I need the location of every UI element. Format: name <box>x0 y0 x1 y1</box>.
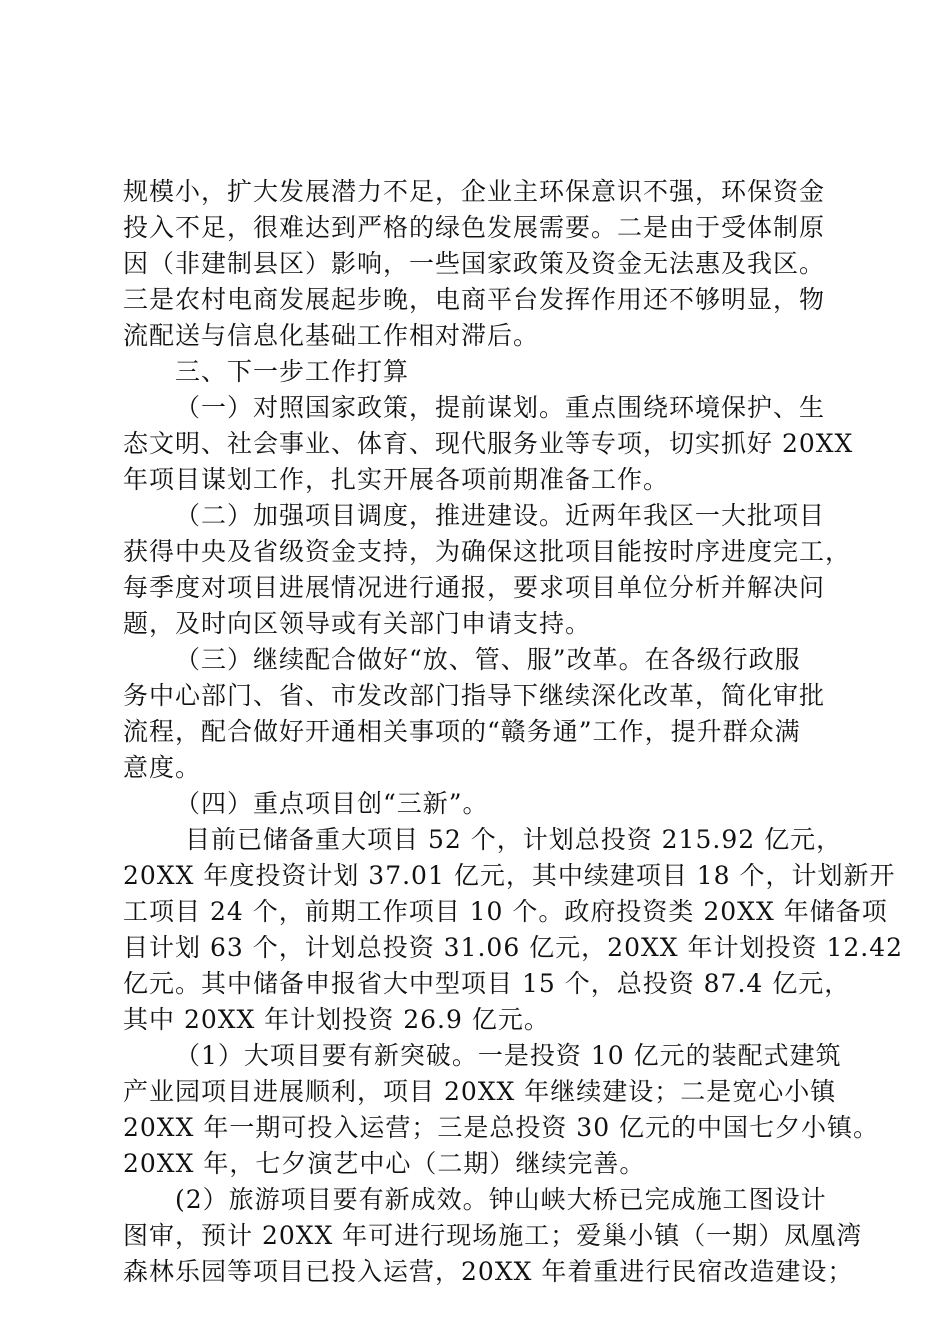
text-line: （三）继续配合做好“放、管、服”改革。在各级行政服 <box>175 645 801 674</box>
text-line: 获得中央及省级资金支持，为确保这批项目能按时序进度完工， <box>123 537 852 566</box>
text-line: 目前已储备重大项目 52 个，计划总投资 215.92 亿元， <box>185 825 843 854</box>
text-line: （1）大项目要有新突破。一是投资 10 亿元的装配式建筑 <box>175 1041 842 1070</box>
text-line: 流程，配合做好开通相关事项的“赣务通”工作，提升群众满 <box>123 717 801 746</box>
text-line: 年项目谋划工作，扎实开展各项前期准备工作。 <box>123 465 670 494</box>
text-line: (2）旅游项目要有新成效。钟山峡大桥已完成施工图设计 <box>175 1185 827 1214</box>
text-line: 投入不足，很难达到严格的绿色发展需要。二是由于受体制原 <box>123 213 826 242</box>
text-line: 产业园项目进展顺利，项目 20XX 年继续建设；二是宽心小镇 <box>123 1077 837 1106</box>
text-line: 态文明、社会事业、体育、现代服务业等专项，切实抓好 20XX <box>123 429 854 458</box>
text-line: 意度。 <box>123 753 202 782</box>
text-line: 20XX 年，七夕演艺中心（二期）继续完善。 <box>123 1149 646 1178</box>
text-line: 图审，预计 20XX 年可进行现场施工；爱巢小镇（一期）凤凰湾 <box>123 1221 863 1250</box>
text-line: 因（非建制县区）影响，一些国家政策及资金无法惠及我区。 <box>123 249 826 278</box>
section-heading: （四）重点项目创“三新”。 <box>175 789 489 818</box>
text-line: 工项目 24 个，前期工作项目 10 个。政府投资类 20XX 年储备项 <box>123 897 888 926</box>
text-line: 规模小，扩大发展潜力不足，企业主环保意识不强，环保资金 <box>123 177 826 206</box>
text-line: 20XX 年一期可投入运营；三是总投资 30 亿元的中国七夕小镇。 <box>123 1113 880 1142</box>
text-line: 题，及时向区领导或有关部门申请支持。 <box>123 609 592 638</box>
section-heading: 三、下一步工作打算 <box>175 357 410 386</box>
text-line: （二）加强项目调度，推进建设。近两年我区一大批项目 <box>175 501 826 530</box>
text-line: 20XX 年度投资计划 37.01 亿元，其中续建项目 18 个，计划新开 <box>123 861 896 890</box>
text-line: 其中 20XX 年计划投资 26.9 亿元。 <box>123 1005 550 1034</box>
text-line: 亿元。其中储备申报省大中型项目 15 个，总投资 87.4 亿元， <box>123 969 851 998</box>
text-line: 每季度对项目进展情况进行通报，要求项目单位分析并解决问 <box>123 573 826 602</box>
text-line: 目计划 63 个，计划总投资 31.06 亿元，20XX 年计划投资 12.42 <box>123 933 904 962</box>
text-line: 流配送与信息化基础工作相对滞后。 <box>123 321 540 350</box>
text-line: （一）对照国家政策，提前谋划。重点围绕环境保护、生 <box>175 393 826 422</box>
text-line: 森林乐园等项目已投入运营，20XX 年着重进行民宿改造建设； <box>123 1257 854 1286</box>
text-line: 三是农村电商发展起步晚，电商平台发挥作用还不够明显，物 <box>123 285 826 314</box>
text-line: 务中心部门、省、市发改部门指导下继续深化改革，简化审批 <box>123 681 826 710</box>
